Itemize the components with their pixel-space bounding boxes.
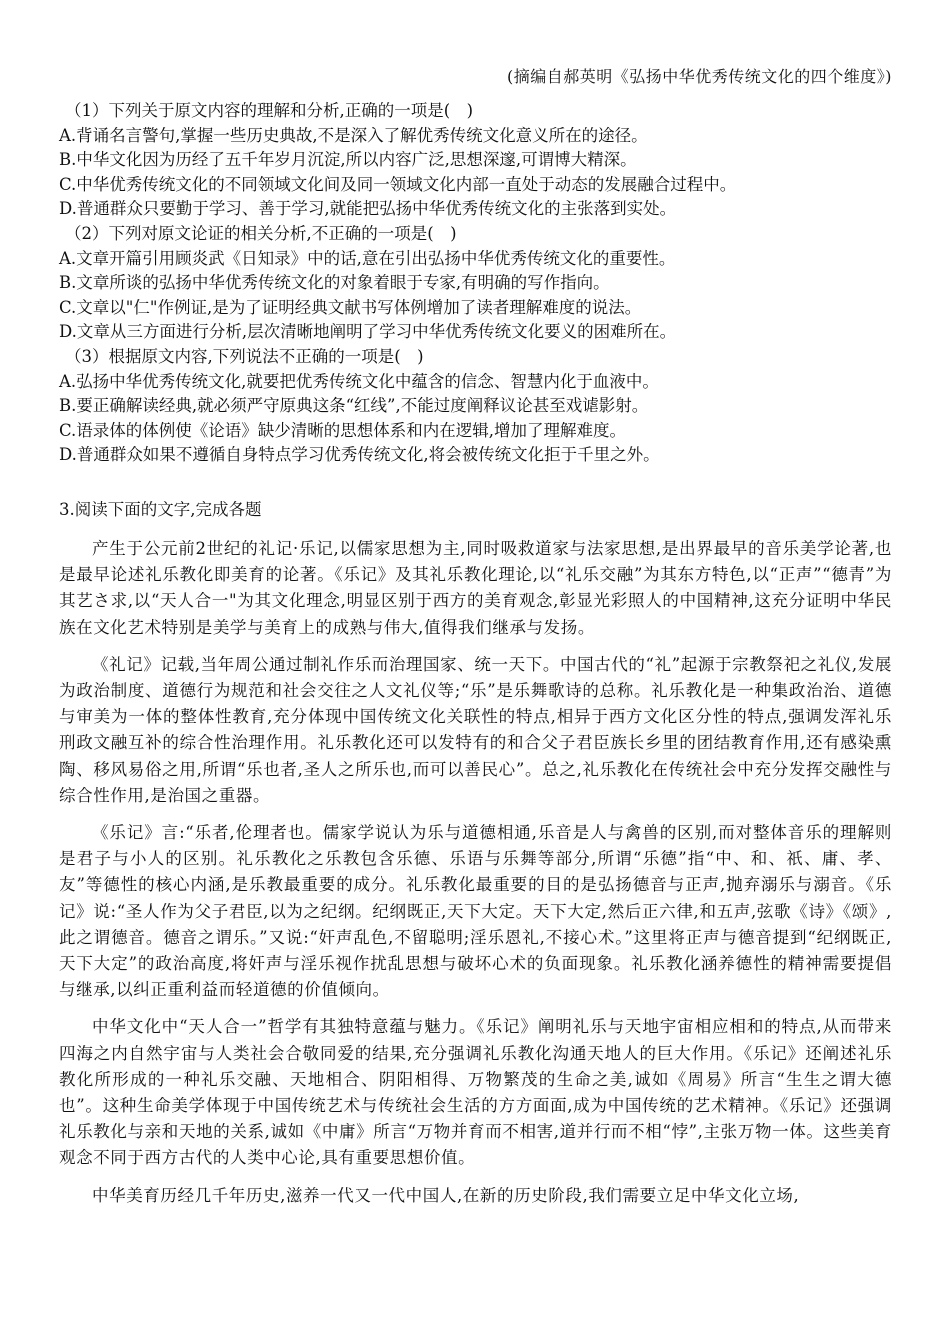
question-1: [59, 99, 899, 222]
passage-paragraph: 产生于公元前2世纪的礼记·乐记,以儒家思想为主,同时吸救道家与法家思想,是出界最早的音乐美学论著,也是最早论述礼乐教化即美育的论著。《乐记》及其礼乐教化理论,以“礼乐交融”为其东方特色,以“正声”“德青”为其艺さ求,以“天人合一"为其文化理念,明显区别于西方的美育观念,彰显光彩照人的中国精神,这充分证明中华民族在文化艺术特别是美学与美育上的成熟与伟大,值得我们继承与发扬。: [59, 539, 892, 637]
answer-option: A.文章开篇引用顾炎武《日知录》中的话,意在引出弘扬中华优秀传统文化的重要性。: [59, 248, 676, 268]
answer-option: C.语录体的体例使《论语》缺少清晰的思想体系和内在逻辑,增加了理解难度。: [59, 420, 627, 440]
passage-paragraph: 《乐记》言:“乐者,伦理者也。儒家学说认为乐与道德相通,乐音是人与禽兽的区别,而对整体音乐的理解则是君子与小人的区别。礼乐教化之乐教包含乐德、乐语与乐舞等部分,所谓“乐德”指“中、和、祇、庸、孝、友”等德性的核心内涵,是乐教最重要的成分。礼乐教化最重要的目的是弘扬德音与正声,抛弃溺乐与溺音。《乐记》说:“圣人作为父子君臣,以为之纪纲。纪纲既正,天下大定。天下大定,然后正六律,和五声,弦歌《诗》《颂》,此之谓德音。德音之谓乐。”又说:“奸声乱色,不留聪明;淫乐恩礼,不接心术。”这里将正声与德音提到“纪纲既正,天下大定”的政治高度,将奸声与淫乐视作扰乱思想与破坏心术的负面现象。礼乐教化涵养德性的精神需要提倡与继承,以纠正重利益而轻道德的价值倾向。: [59, 823, 892, 1000]
answer-option: B.中华文化因为历经了五千年岁月沉淀,所以内容广泛,思想深邃,可谓博大精深。: [59, 150, 637, 170]
answer-option: B.要正确解读经典,就必须严守原典这条“红线”,不能过度阐释议论甚至戏谑影射。: [59, 396, 649, 416]
passage-paragraph: 中华文化中“天人合一”哲学有其独特意蕴与魅力。《乐记》阐明礼乐与天地宇宙相应相和的特点,从而带来四海之内自然宇宙与人类社会合敬同爱的结果,充分强调礼乐教化沟通天地人的巨大作用。《乐记》还阐述礼乐教化所形成的一种礼乐交融、天地相合、阴阳相得、万物繁茂的生命之美,诚如《周易》所言“生生之谓大德也”。这种生命美学体现于中国传统艺术与传统社会生活的方方面面,成为中国传统的艺术精神。《乐记》还强调礼乐教化与亲和天地的关系,诚如《中庸》所言“万物并育而不相害,道并行而不相“悖”,主张万物一体。这些美育观念不同于西方古代的人类中心论,具有重要思想价值。: [59, 1017, 892, 1168]
answer-option: A.背诵名言警句,掌握一些历史典故,不是深入了解优秀传统文化意义所在的途径。: [59, 125, 648, 145]
answer-option: C.中华优秀传统文化的不同领域文化间及同一领域文化内部一直处于动态的发展融合过程中。: [59, 174, 737, 194]
passage-paragraph: 《礼记》记载,当年周公通过制礼作乐而治理国家、统一天下。中国古代的“礼”起源于宗教祭祀之礼仪,发展为政治制度、道德行为规范和社会交往之人文礼仪等;“乐”是乐舞歌诗的总称。礼乐教化是一种集政治治、道德与审美为一体的整体性教育,充分体现中国传统文化关联性的特点,相异于西方文化区分性的特点,强调发浑礼乐刑政文融互补的综合性治理作用。礼乐教化还可以发特有的和合父子君臣族长乡里的团结教育作用,还有感染熏陶、移风易俗之用,所谓“乐也者,圣人之所乐也,而可以善民心”。总之,礼乐教化在传统社会中充分发挥交融性与综合性作用,是治国之重器。: [59, 654, 892, 805]
passage-paragraph: 中华美育历经几千年历史,滋养一代又一代中国人,在新的历史阶段,我们需要立足中华文化立场,: [92, 1185, 800, 1205]
source-citation: (摘编自郝英明《弘扬中华优秀传统文化的四个维度》): [507, 67, 892, 86]
answer-option: D.普通群众只要勤于学习、善于学习,就能把弘扬中华优秀传统文化的主张落到实处。: [59, 199, 677, 219]
question-list: [59, 99, 899, 468]
reading-passage: [59, 536, 892, 1220]
question-3: [59, 345, 899, 468]
section-heading: 3.阅读下面的文字,完成各题: [59, 500, 262, 519]
answer-option: B.文章所谈的弘扬中华优秀传统文化的对象着眼于专家,有明确的写作指向。: [59, 273, 610, 293]
question-stem: （1）下列关于原文内容的理解和分析,正确的一项是( ): [65, 101, 474, 120]
question-2: [59, 222, 899, 345]
answer-option: D.普通群众如果不遵循自身特点学习优秀传统文化,将会被传统文化拒于千里之外。: [59, 445, 660, 465]
answer-option: D.文章从三方面进行分析,层次清晰地阐明了学习中华优秀传统文化要义的困难所在。: [59, 322, 677, 342]
question-stem: （2）下列对原文论证的相关分析,不正确的一项是( ): [65, 223, 457, 243]
question-stem: （3）根据原文内容,下列说法不正确的一项是( ): [65, 346, 424, 366]
answer-option: C.文章以"仁"作例证,是为了证明经典文献书写体例增加了读者理解难度的说法。: [59, 297, 642, 317]
answer-option: A.弘扬中华优秀传统文化,就要把优秀传统文化中蕴含的信念、智慧内化于血液中。: [59, 371, 659, 391]
